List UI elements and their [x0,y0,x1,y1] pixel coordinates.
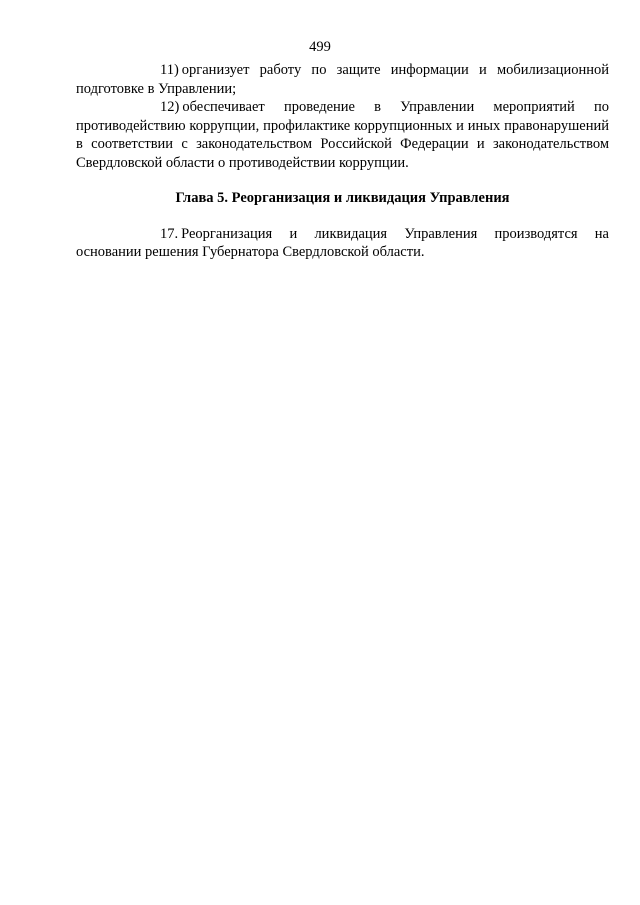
list-item-number: 12) [160,99,180,115]
list-item-12 [76,98,609,172]
paragraph-number: 17. [160,225,179,242]
list-item-text: обеспечивает проведение в Управлении мероприятий по противодействию коррупции, профилактике коррупционных и иных правонарушений в соответствии с законодательством Российской Федерации и законодательством Свердловской области о противодействии коррупции. [76,99,609,171]
list-item-number: 11) [160,62,179,78]
paragraph-text: Реорганизация и ликвидация Управления производятся на основании решения Губернатора Свердловской области. [76,225,609,260]
list-item-11 [76,61,609,98]
document-body [76,61,609,262]
paragraph-17 [76,225,609,262]
page-number: 499 [309,39,331,55]
chapter-heading: Глава 5. Реорганизация и ликвидация Управления [175,190,510,206]
list-item-text: организует работу по защите информации и мобилизационной подготовке в Управлении; [76,62,609,97]
